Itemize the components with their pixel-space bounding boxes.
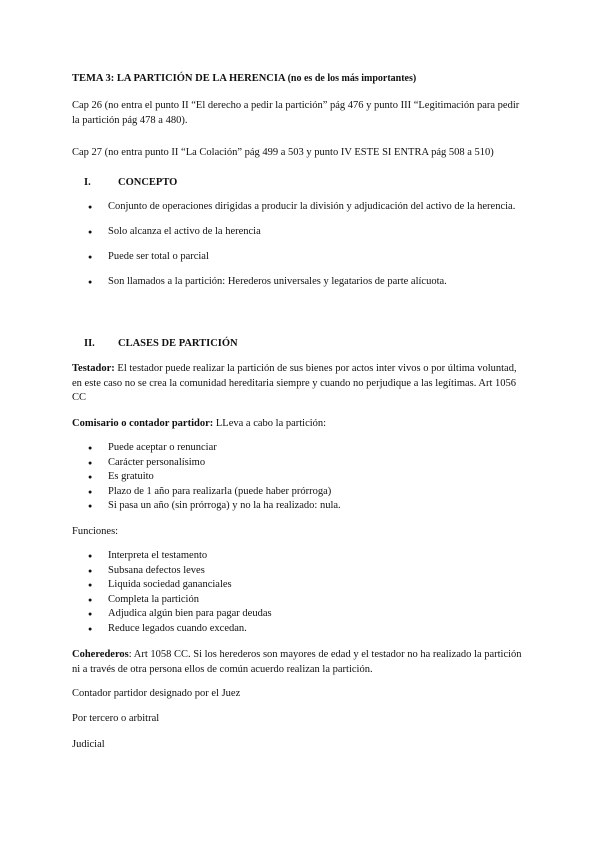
section-title: CLASES DE PARTICIÓN xyxy=(118,338,238,349)
document-title xyxy=(72,72,416,87)
testador-label: Testador: xyxy=(72,363,115,374)
section-number: II. xyxy=(84,338,95,349)
list-item: ● Si pasa un año (sin prórroga) y no la ha realizado: nula. xyxy=(72,499,528,514)
list-item: ● Solo alcanza el activo de la herencia xyxy=(72,225,528,240)
concepto-list xyxy=(72,200,528,300)
title-main: TEMA 3: LA PARTICIÓN DE LA HERENCIA xyxy=(72,73,285,84)
comisario-text: LLeva a cabo la partición: xyxy=(213,418,327,429)
comisario-list xyxy=(72,441,528,514)
testador-text: El testador puede realizar la partición de sus bienes por actos inter vivos o por última voluntad, en este caso no se crea la comunidad hereditaria siempre y cuando no perjudique a las legítimas. Art 1056 CC xyxy=(72,363,517,403)
list-item: ● Puede aceptar o renunciar xyxy=(72,441,528,456)
judicial-line: Judicial xyxy=(72,739,105,750)
section-title: CONCEPTO xyxy=(118,177,178,188)
comisario-paragraph xyxy=(72,417,528,432)
section-number: I. xyxy=(84,177,91,188)
list-item: ● Subsana defectos leves xyxy=(72,564,528,579)
contador-judicial-line: Contador partidor designado por el Juez xyxy=(72,688,241,699)
list-item: ● Es gratuito xyxy=(72,470,528,485)
list-item: ● Carácter personalísimo xyxy=(72,456,528,471)
list-item: ● Son llamados a la partición: Herederos universales y legatarios de parte alícuota. xyxy=(72,275,528,290)
list-item: ● Conjunto de operaciones dirigidas a producir la división y adjudicación del activo de la herencia. xyxy=(72,200,528,215)
funciones-list xyxy=(72,549,528,636)
section-heading-clases xyxy=(72,337,238,352)
list-item: ● Reduce legados cuando excedan. xyxy=(72,622,528,637)
coherederos-text: : Art 1058 CC. Si los herederos son mayores de edad y el testador no ha realizado la partición ni a través de otra persona ellos de común acuerdo realizan la partición. xyxy=(72,649,522,675)
tercero-arbitral-line: Por tercero o arbitral xyxy=(72,713,160,724)
coherederos-paragraph xyxy=(72,648,528,677)
intro-paragraph-cap27: Cap 27 (no entra punto II “La Colación” pág 499 a 503 y punto IV ESTE SI ENTRA pág 508 a 510) xyxy=(72,147,494,158)
list-item: ● Adjudica algún bien para pagar deudas xyxy=(72,607,528,622)
comisario-label: Comisario o contador partidor: xyxy=(72,418,214,429)
list-item: ● Puede ser total o parcial xyxy=(72,250,528,265)
funciones-label: Funciones: xyxy=(72,526,119,537)
list-item: ● Plazo de 1 año para realizarla (puede haber prórroga) xyxy=(72,485,528,500)
testador-paragraph xyxy=(72,362,528,406)
coherederos-label: Coherederos xyxy=(72,649,129,660)
section-heading-concepto xyxy=(72,176,177,191)
title-sub: (no es de los más importantes) xyxy=(287,73,417,84)
list-item: ● Liquida sociedad gananciales xyxy=(72,578,528,593)
list-item: ● Interpreta el testamento xyxy=(72,549,528,564)
intro-paragraph-cap26: Cap 26 (no entra el punto II “El derecho a pedir la partición” pág 476 y punto III “Legitimación para pedir la partición pág 478 a 480). xyxy=(72,100,520,126)
list-item: ● Completa la partición xyxy=(72,593,528,608)
